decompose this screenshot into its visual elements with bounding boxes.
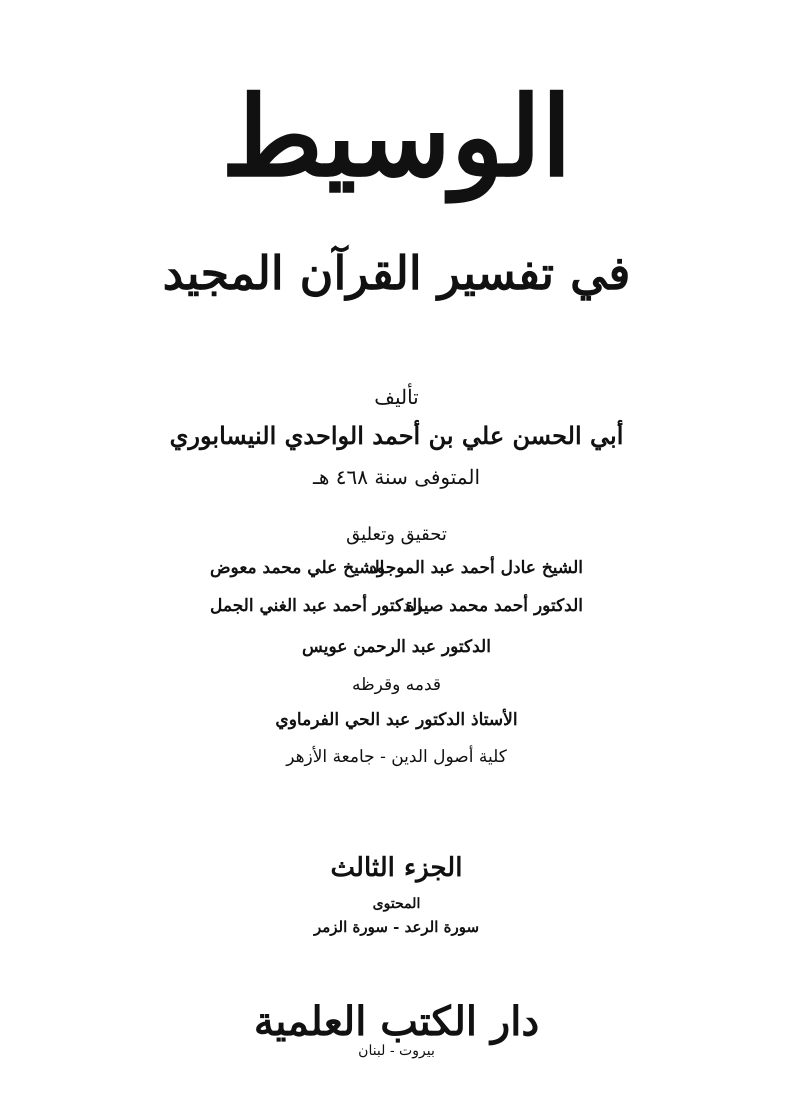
author-name: أبي الحسن علي بن أحمد الواحدي النيسابوري (169, 421, 624, 450)
foreword-affiliation: كلية أصول الدين - جامعة الأزهر (286, 747, 507, 767)
editor-name: الشيخ علي محمد معوض (210, 558, 385, 578)
volume-contents: سورة الرعد - سورة الزمر (313, 918, 480, 936)
editor-name: الدكتور أحمد محمد صيرة (405, 596, 583, 616)
book-subtitle: في تفسير القرآن المجيد (162, 246, 631, 300)
editor-name: الدكتور عبد الرحمن عويس (302, 637, 491, 657)
author-death-date: المتوفى سنة ٤٦٨ هـ (312, 465, 481, 489)
editing-label: تحقيق وتعليق (346, 524, 447, 545)
foreword-label: قدمه وقرظه (351, 675, 442, 695)
editor-name: الشيخ عادل أحمد عبد الموجود (369, 558, 583, 578)
volume-number: الجزء الثالث (330, 853, 463, 883)
editor-name: الدكتور أحمد عبد الغني الجمل (210, 596, 422, 616)
author-label: تأليف (374, 385, 419, 409)
foreword-author: الأستاذ الدكتور عبد الحي الفرماوي (275, 710, 518, 730)
contents-label: المحتوى (372, 896, 421, 912)
book-title: الوسيط (221, 72, 572, 201)
publisher-city: بيروت - لبنان (358, 1043, 435, 1059)
publisher-logo: دار الكتب العلمية (253, 998, 540, 1045)
